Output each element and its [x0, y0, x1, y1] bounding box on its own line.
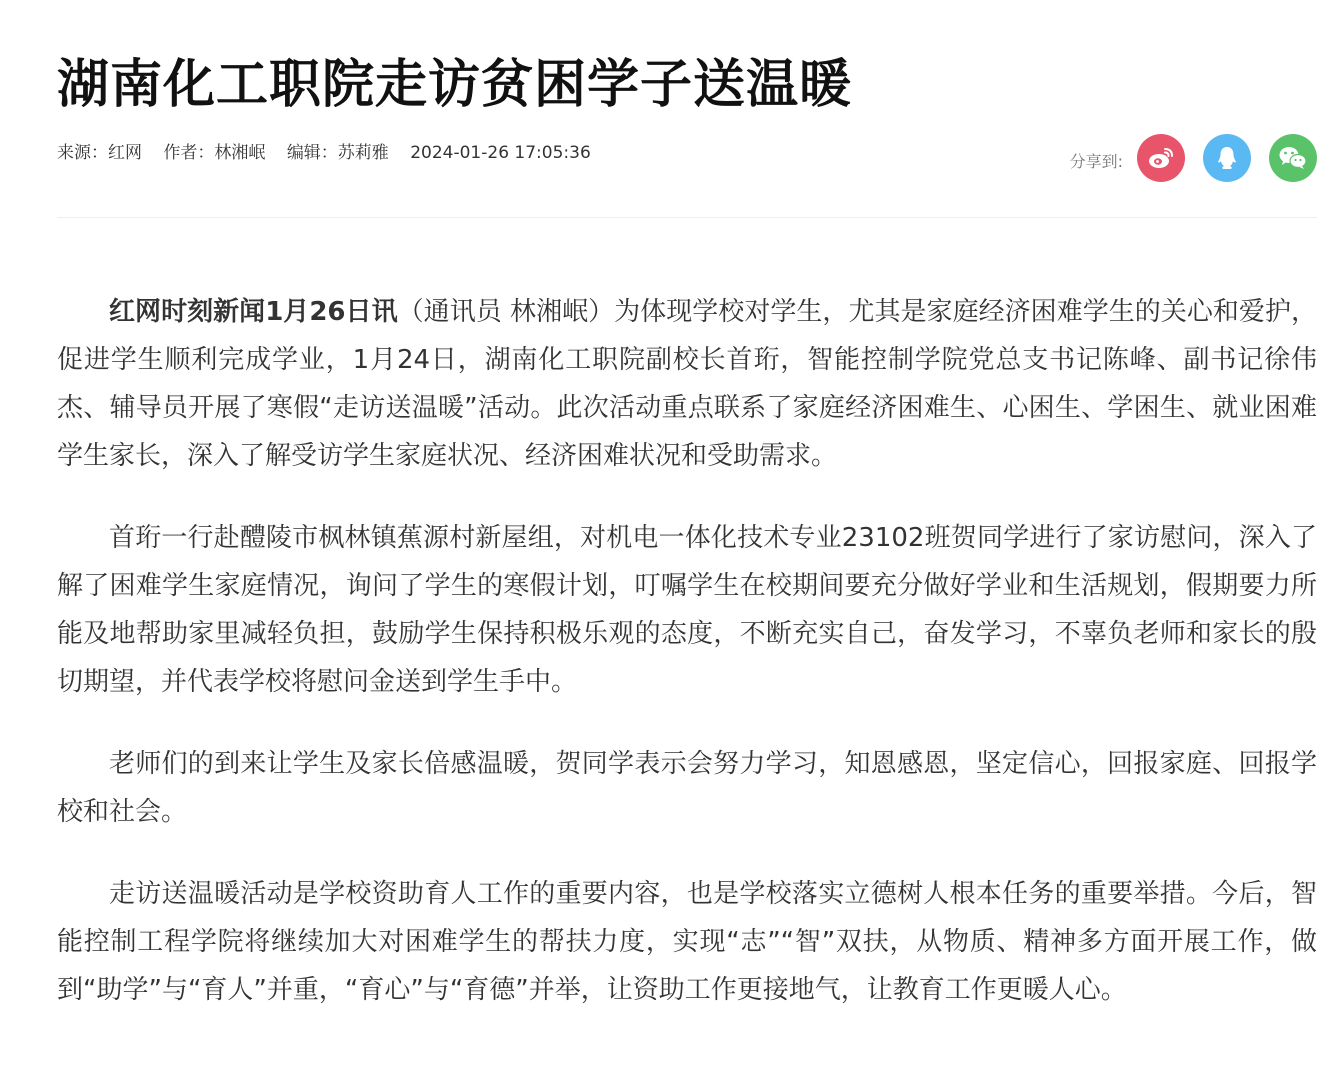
paragraph: 走访送温暖活动是学校资助育人工作的重要内容，也是学校落实立德树人根本任务的重要举措。今后，智能控制工程学院将继续加大对困难学生的帮扶力度，实现“志”“智”双扶，从物质、精神多方面开展工作，做到“助学”与“育人”并重，“育心”与“育德”并举，让资助工作更接地气，让教育工作更暖人心。 [57, 879, 1317, 1005]
source-label: 来源：红网 [57, 143, 142, 163]
article-title: 湖南化工职院走访贫困学子送温暖 [57, 54, 853, 115]
paragraph: 红网时刻新闻1月26日讯（通讯员 林湘岷）为体现学校对学生，尤其是家庭经济困难学生的关心和爱护，促进学生顺利完成学业，1月24日，湖南化工职院副校长首珩，智能控制学院党总支书记陈峰、副书记徐伟杰、辅导员开展了寒假“走访送温暖”活动。此次活动重点联系了家庭经济困难生、心困生、学困生、就业困难学生家长，深入了解受访学生家庭状况、经济困难状况和受助需求。 [57, 297, 1317, 471]
editor-label: 编辑：苏莉雅 [286, 143, 389, 163]
paragraph: 老师们的到来让学生及家长倍感温暖，贺同学表示会努力学习，知恩感恩，坚定信心，回报家庭、回报学校和社会。 [57, 749, 1317, 827]
share-weibo-button[interactable] [1137, 134, 1185, 182]
dateline: 红网时刻新闻1月26日讯 [109, 297, 398, 327]
share-bar [1070, 134, 1317, 182]
qq-icon [1216, 145, 1238, 171]
publish-datetime: 2024-01-26 17:05:36 [410, 143, 591, 163]
author-label: 作者：林湘岷 [163, 143, 266, 163]
meta-divider [57, 217, 1317, 218]
share-wechat-button[interactable] [1269, 134, 1317, 182]
article-body [57, 288, 1317, 1048]
share-qq-button[interactable] [1203, 134, 1251, 182]
article-meta [57, 140, 607, 166]
share-label: 分享到: [1069, 151, 1123, 171]
weibo-icon [1147, 146, 1175, 170]
wechat-icon [1278, 145, 1308, 171]
paragraph: 首珩一行赴醴陵市枫林镇蕉源村新屋组，对机电一体化技术专业23102班贺同学进行了家访慰问，深入了解了困难学生家庭情况，询问了学生的寒假计划，叮嘱学生在校期间要充分做好学业和生活规划，假期要力所能及地帮助家里减轻负担，鼓励学生保持积极乐观的态度，不断充实自己，奋发学习，不辜负老师和家长的殷切期望，并代表学校将慰问金送到学生手中。 [57, 523, 1317, 697]
